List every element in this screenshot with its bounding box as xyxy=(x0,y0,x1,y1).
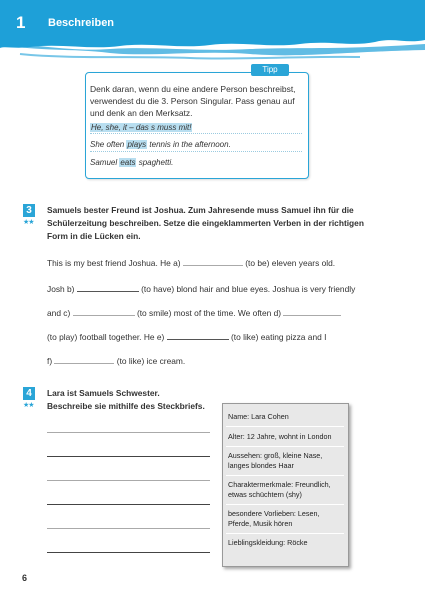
answer-gap-a[interactable] xyxy=(183,257,243,266)
profile-hobbies: Pferde, Musik hören xyxy=(228,519,293,528)
writing-line[interactable] xyxy=(47,480,210,481)
chapter-title: Beschreiben xyxy=(48,17,115,29)
profile-divider xyxy=(226,504,344,505)
writing-line[interactable] xyxy=(47,432,210,433)
difficulty-stars: ★★ xyxy=(23,402,34,409)
profile-divider xyxy=(226,533,344,534)
task-instruction: Lara ist Samuels Schwester. xyxy=(47,388,160,398)
writing-line[interactable] xyxy=(47,552,210,553)
profile-hobbies: besondere Vorlieben: Lesen, xyxy=(228,509,320,518)
answer-gap-f[interactable] xyxy=(54,355,114,364)
profile-looks: langes blondes Haar xyxy=(228,461,294,470)
difficulty-stars: ★★ xyxy=(23,219,34,226)
tip-text-line: und denk an den Merksatz. xyxy=(90,108,193,118)
answer-gap-d[interactable] xyxy=(283,307,341,316)
tip-tab: Tipp xyxy=(251,64,289,76)
exercise-line: f) (to like) ice cream. xyxy=(47,356,186,366)
exercise-line: Josh b) (to have) blond hair and blue eyes. Joshua is very friendly xyxy=(47,284,356,294)
exercise-line: and c) (to smile) most of the time. We often d) xyxy=(47,307,341,318)
chapter-number: 1 xyxy=(16,13,26,32)
exercise-line: This is my best friend Joshua. He a) (to be) eleven years old. xyxy=(47,258,336,268)
tip-text-line: Denk daran, wenn du eine andere Person beschreibst, xyxy=(90,84,296,94)
task-number: 3 xyxy=(23,204,35,217)
answer-gap-b[interactable] xyxy=(77,283,139,292)
tip-box xyxy=(85,72,309,179)
profile-clothing: Lieblingskleidung: Röcke xyxy=(228,538,308,547)
profile-divider xyxy=(226,426,344,427)
tip-divider xyxy=(90,151,302,152)
writing-line[interactable] xyxy=(47,528,210,529)
header-banner xyxy=(0,0,425,62)
tip-divider xyxy=(90,133,302,134)
tip-example: Samuel eats spaghetti. xyxy=(90,158,174,167)
profile-card xyxy=(222,403,349,567)
exercise-line: (to play) football together. He e) (to like) eating pizza and I xyxy=(47,332,327,342)
task-instruction: Schülerzeitung beschreiben. Setze die eingeklammerten Verben in der richtigen xyxy=(47,218,364,228)
writing-line[interactable] xyxy=(47,504,210,505)
tip-mnemonic: He, she, it – das s muss mit! xyxy=(91,123,192,132)
tip-text-line: verwendest du die 3. Person Singular. Pass genau auf xyxy=(90,96,295,106)
profile-divider xyxy=(226,475,344,476)
answer-gap-e[interactable] xyxy=(167,331,229,340)
writing-line[interactable] xyxy=(47,456,210,457)
answer-gap-c[interactable] xyxy=(73,307,135,316)
profile-divider xyxy=(226,446,344,447)
profile-looks: Aussehen: groß, kleine Nase, xyxy=(228,451,323,460)
task-instruction: Form in die Lücken ein. xyxy=(47,231,141,241)
page-number: 6 xyxy=(22,573,28,583)
task-instruction: Beschreibe sie mithilfe des Steckbriefs. xyxy=(47,401,205,411)
tip-example: She often plays tennis in the afternoon. xyxy=(90,140,231,149)
task-instruction: Samuels bester Freund ist Joshua. Zum Jahresende muss Samuel ihn für die xyxy=(47,205,354,215)
profile-name: Name: Lara Cohen xyxy=(228,412,289,421)
profile-character: etwas schüchtern (shy) xyxy=(228,490,302,499)
profile-character: Charaktermerkmale: Freundlich, xyxy=(228,480,331,489)
profile-age: Alter: 12 Jahre, wohnt in London xyxy=(228,432,332,441)
task-number: 4 xyxy=(23,387,35,400)
